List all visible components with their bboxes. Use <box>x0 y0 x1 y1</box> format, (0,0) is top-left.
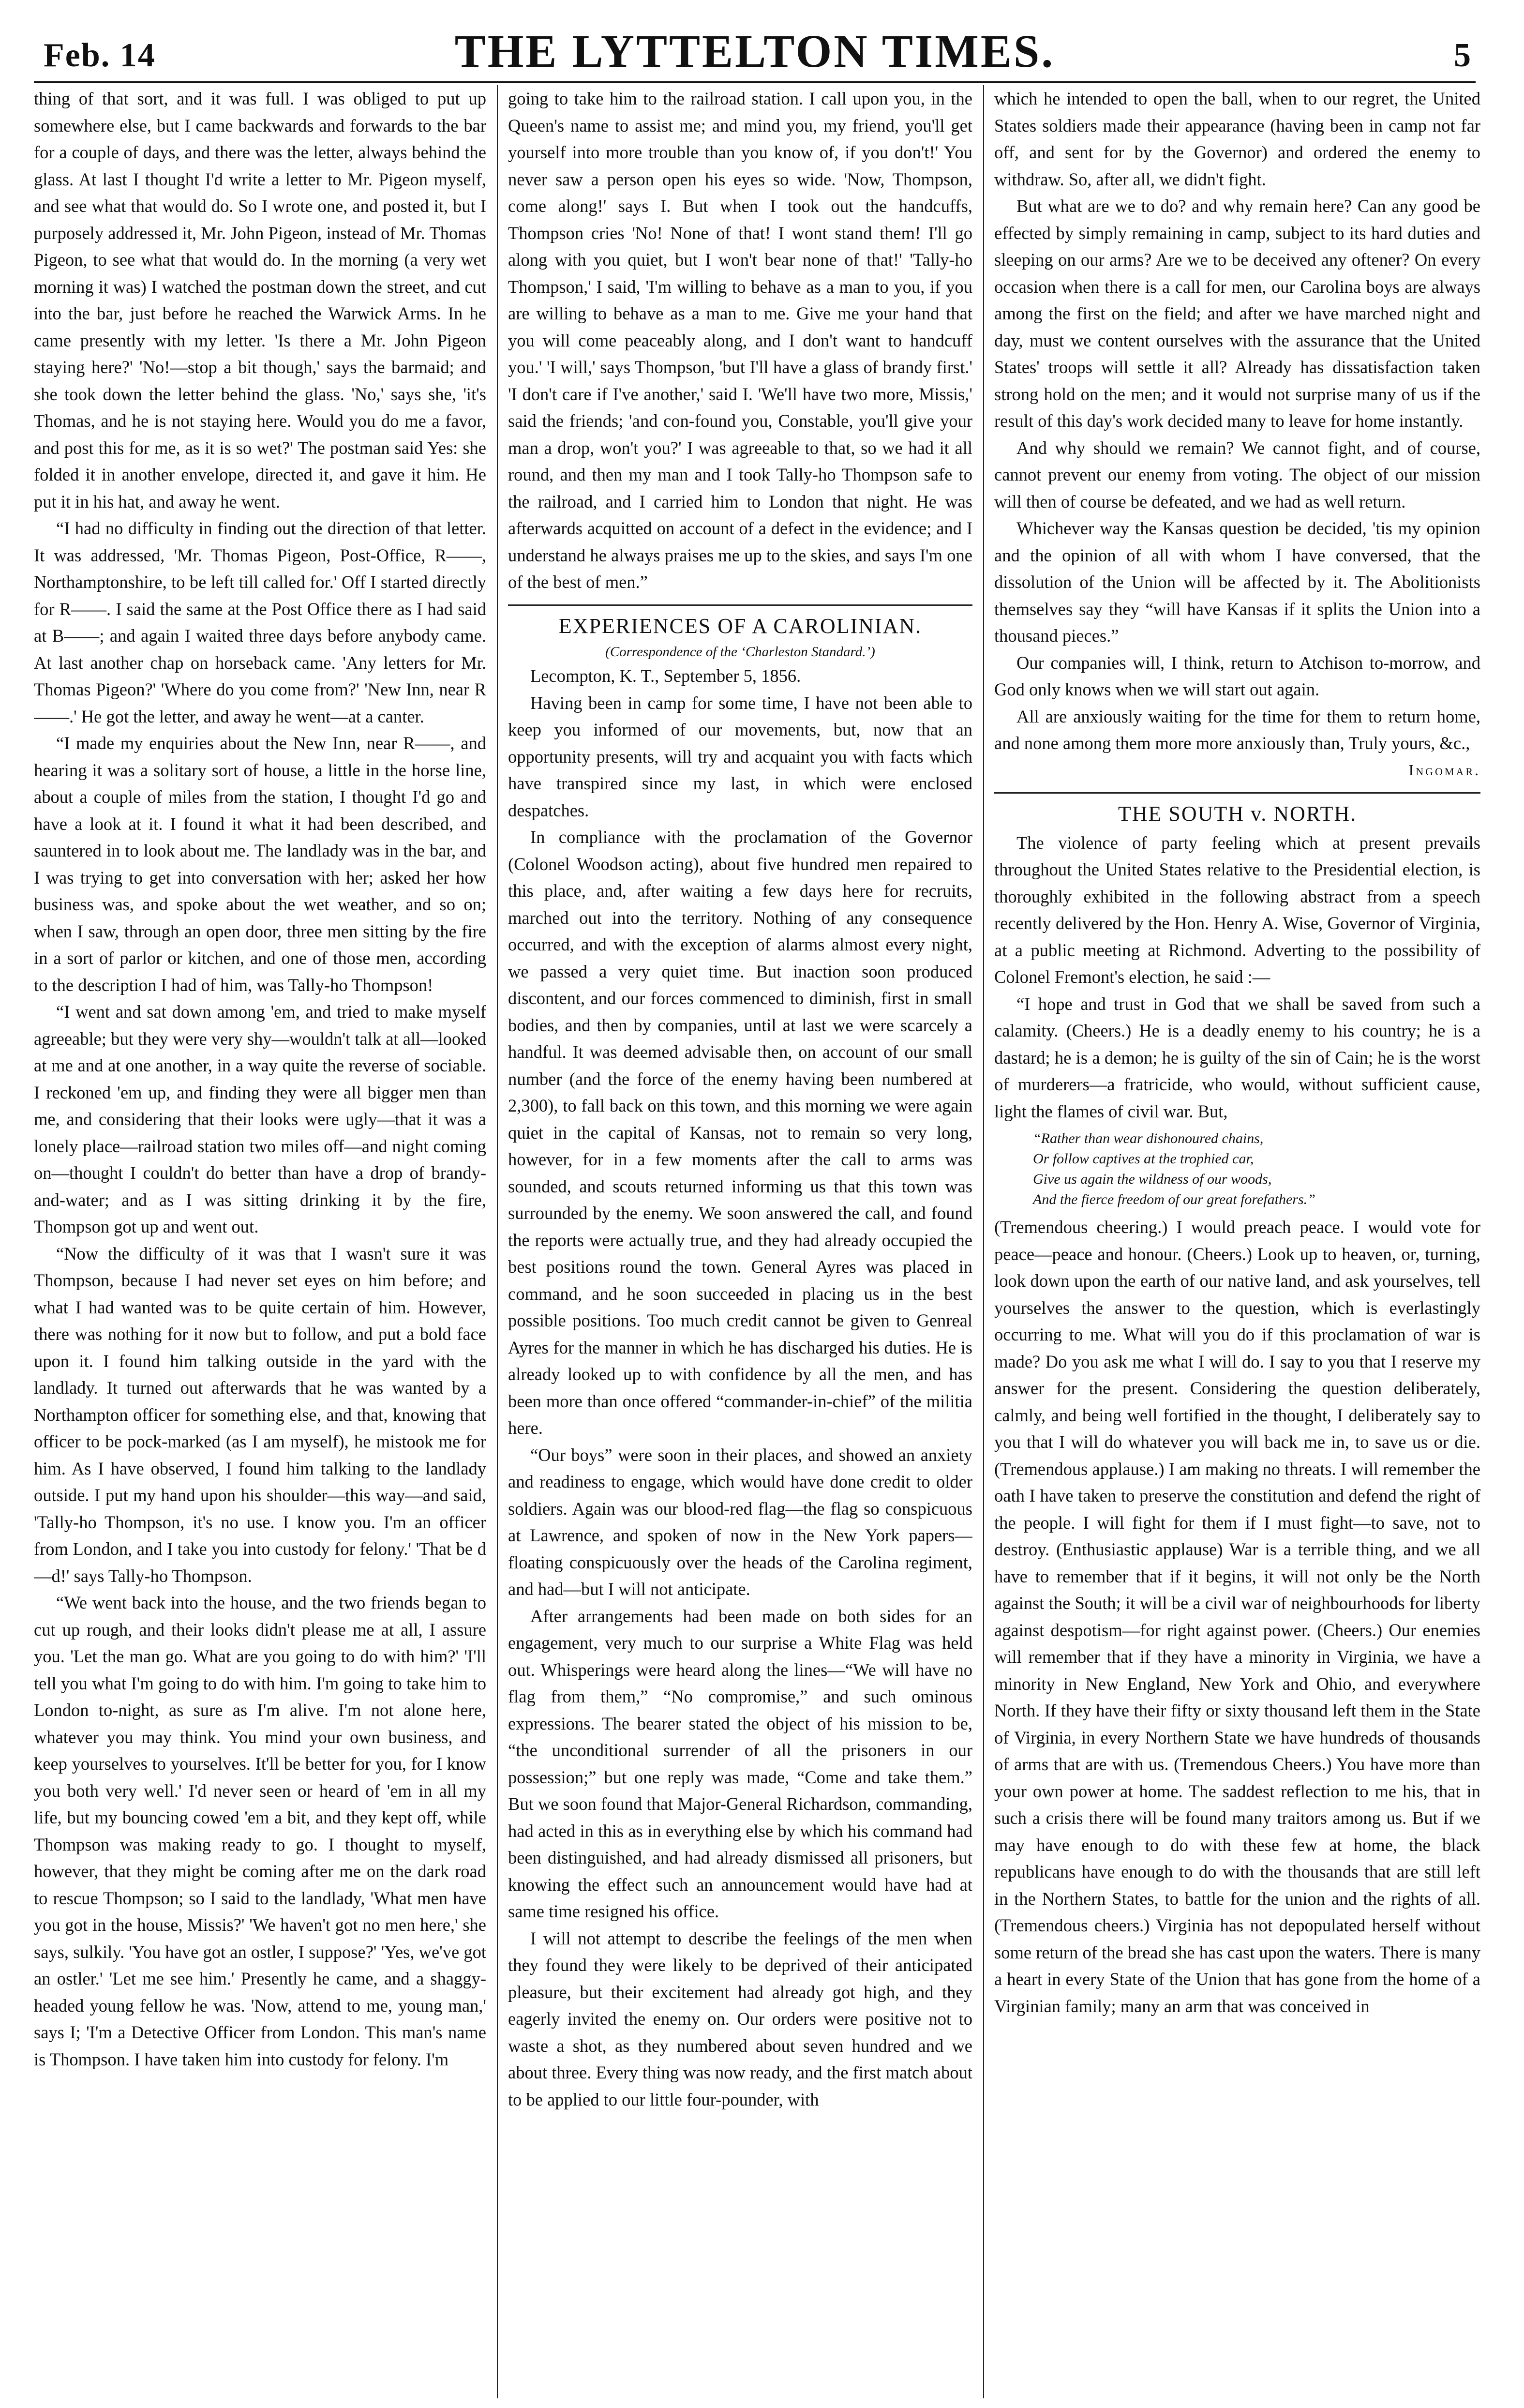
paragraph: “We went back into the house, and the two friends began to cut up rough, and their looks didn't please me at all, I assure you. 'Let the man go. What are you going to do with him?' 'I'll tell you what I'm going to do with him. I'm going to take him to London to-night, as sure as I'm alive. I'm not alone here, whatever you may think. You mind your own business, and keep yourselves to yourselves. It'll be better for you, for I know you both very well.' I'd never seen or heard of 'em in all my life, but my bouncing cowed 'em a bit, and they kept off, while Thompson was making ready to go. I thought to myself, however, that they might be coming after me on the dark road to rescue Thompson; so I said to the landlady, 'What men have you got in the house, Missis?' 'We haven't got no men here,' she says, sulkily. 'You have got an ostler, I suppose?' 'Yes, we've got an ostler.' 'Let me see him.' Presently he came, and a shaggy-headed young fellow he was. 'Now, attend to me, young man,' says I; 'I'm a Detective Officer from London. This man's name is Thompson. I have taken him into custody for felony. I'm <box>34 1593 486 2069</box>
paragraph: (Tremendous cheering.) I would preach peace. I would vote for peace—peace and honour. (Cheers.) Look up to heaven, or, turning, look down upon the earth of our native land, and ask yourselves, tell yourselves the answer to the question, which is everlastingly occurring to me. What will you do if this proclamation of war is made? Do you ask me what I will do. I say to you that I reserve my answer for the present. Considering the question deliberately, calmly, and being well fortified in the thought, I deliberately say to you that I will do whatever you will back me in, to save us or die. (Tremendous applause.) I am making no threats. I will remember the oath I have taken to preserve the constitution and defend the right of the people. I will fight for them if I must fight—to save, not to destroy. (Enthusiastic applause) War is a terrible thing, and we all have to remember that if it begins, it will not only be the North against the South; it will be a civil war of neighbourhoods for liberty against despotism—for right against power. (Cheers.) Our enemies will remember that if they have a minority in Virginia, we have a minority in New England, New York and Ohio, and everywhere North. If they have their fifty or sixty thousand left them in the State of Virginia, in every Northern State we have hundreds of thousands of arms that are with us. (Tremendous Cheers.) You have more than your own power at home. The saddest reflection to me his, that in such a crisis there will be found many traitors among us. But if we may have enough to do with these few at home, the black republicans have enough to do with the thousands that are still left in the Northern States, to battle for the union and the rights of all. (Tremendous cheers.) Virginia has not depopulated herself without some return of the bread she has cast upon the waters. There is many a heart in every State of the Union that has gone from the home of a Virginian family; many an arm that was conceived in <box>994 1217 1480 2016</box>
paragraph: I will not attempt to describe the feelings of the men when they found they were likely to be deprived of their anticipated pleasure, but their excitement had already got high, and they eagerly invited the enemy on. Our orders were positive not to waste a shot, as they numbered about seven hundred and we about three. Every thing was now ready, and the first match about to be applied to our little four-pounder, with <box>508 1928 972 2109</box>
paragraph: Whichever way the Kansas question be decided, 'tis my opinion and the opinion of all with whom I have conversed, that the dissolution of the Union will be affected by it. The Abolitionists themselves say they “will have Kansas if it splits the Union into a thousand pieces.” <box>994 518 1480 646</box>
paragraph: thing of that sort, and it was full. I was obliged to put up somewhere else, but I came backwards and forwards to the bar for a couple of days, and there was the letter, always behind the glass. At last I thought I'd write a letter to Mr. Pigeon myself, and see what that would do. So I wrote one, and posted it, but I purposely addressed it, Mr. John Pigeon, instead of Mr. Thomas Pigeon, to see what that would do. In the morning (a very wet morning it was) I watched the postman down the street, and cut into the bar, just before he reached the Warwick Arms. In he came presently with my letter. 'Is there a Mr. John Pigeon staying here?' 'No!—stop a bit though,' says the barmaid; and she took down the letter behind the glass. 'No,' says she, 'it's Thomas, and he is not staying here. Would you do me a favor, and post this for me, as it is so wet?' The postman said Yes: she folded it in another envelope, directed it, and gave it him. He put it in his hat, and away he went. <box>34 89 486 512</box>
article-heading: EXPERIENCES OF A CAROLINIAN. <box>508 604 972 640</box>
masthead-rule <box>34 81 1476 83</box>
verse-line: Or follow captives at the trophied car, <box>1033 1151 1254 1167</box>
paragraph: “I hope and trust in God that we shall be saved from such a calamity. (Cheers.) He is a deadly enemy to his country; he is a dastard; he is a demon; he is guilty of the sin of Cain; he is the worst of murderers—a fratricide, who would, without sufficient cause, light the flames of civil war. But, <box>994 993 1480 1121</box>
column-3 <box>994 85 1480 2398</box>
verse-quote <box>994 1129 1480 1210</box>
paragraph: After arrangements had been made on both sides for an engagement, very much to our surprise a White Flag was held out. Whisperings were heard along the lines—“We will have no flag from them,” “No compromise,” and such ominous expressions. The bearer stated the object of his mission to be, “the unconditional surrender of all the prisoners in our possession;” but one reply was made, “Come and take them.” But we soon found that Major-General Richardson, commanding, had acted in this as in everything else by which his command had been distinguished, and had already dismissed all prisoners, but knowing the effect such an announcement would have had at same time resigned his office. <box>508 1606 972 1921</box>
paragraph: The violence of party feeling which at present prevails throughout the United States relative to the Presidential election, is thoroughly exhibited in the following abstract from a speech recently delivered by the Hon. Henry A. Wise, Governor of Virginia, at a public meeting at Richmond. Adverting to the possibility of Colonel Fremont's election, he said :— <box>994 832 1480 987</box>
paragraph: Our companies will, I think, return to Atchison to-morrow, and God only knows when we will start out again. <box>994 652 1480 699</box>
dateline: Lecompton, K. T., September 5, 1856. <box>530 666 801 686</box>
issue-date: Feb. 14 <box>44 37 156 74</box>
paragraph: “Our boys” were soon in their places, and showed an anxiety and readiness to engage, which would have done credit to older soldiers. Again was our blood-red flag—the flag so conspicuous at Lawrence, and spoken of now in the New York papers—floating conspicuously over the heads of the Carolina regiment, and had—but I will not anticipate. <box>508 1445 972 1599</box>
page-number: 5 <box>1454 37 1471 74</box>
column-1 <box>34 85 486 2398</box>
paragraph: In compliance with the proclamation of the Governor (Colonel Woodson acting), about five hundred men repaired to this place, and, after waiting a few days here for recruits, marched out into the territory. Nothing of any consequence occurred, and with the exception of alarms almost every night, we passed a very quiet time. But inaction soon produced discontent, and our forces commenced to diminish, first in small bodies, and then by companies, until at last we were scarcely a handful. It was deemed advisable then, on account of our small number (and the force of the enemy having been numbered at 2,300), to fall back on this town, and this morning we were again quiet in the capital of Kansas, not to remain so very long, however, for in a few moments after the call to arms was sounded, and scouts returned informing us that this town was surrounded by the enemy. We soon answered the call, and found the reports were actually true, and they had already occupied the best positions round the town. General Ayres was placed in command, and he soon succeeded in placing us in the best possible positions. Too much credit cannot be given to Genreal Ayres for the manner in which he has discharged his duties. He is already looked up to with confidence by all the men, and has been more than once offered “commander-in-chief” of the militia here. <box>508 827 972 1438</box>
verse-line: And the fierce freedom of our great forefathers.” <box>1033 1191 1315 1207</box>
paragraph: All are anxiously waiting for the time for them to return home, and none among them more more anxiously than, Truly yours, &c., <box>994 706 1480 753</box>
column-divider <box>983 85 984 2398</box>
paragraph: “I went and sat down among 'em, and tried to make myself agreeable; but they were very shy—wouldn't talk at all—looked at me and at one another, in a way quite the reverse of sociable. I reckoned 'em up, and finding they were all bigger men than me, and considering that their looks were ugly—that it was a lonely place—railroad station two miles off—and night coming on—thought I couldn't do better than have a drop of brandy-and-water; and as I was sitting drinking it by the fire, Thompson got up and went out. <box>34 1002 486 1236</box>
paragraph: “I made my enquiries about the New Inn, near R——, and hearing it was a solitary sort of house, a little in the horse line, about a couple of miles from the station, I thought I'd go and have a look at it. I found it what it had been described, and sauntered in to look about me. The landlady was in the bar, and I was trying to get into conversation with her; asked her how business was, and spoke about the wet weather, and so on; when I saw, through an open door, three men sitting by the fire in a sort of parlor or kitchen, and one of those men, according to the description I had of him, was Tally-ho Thompson! <box>34 733 486 995</box>
verse-line: “Rather than wear dishonoured chains, <box>1033 1130 1264 1146</box>
column-2 <box>508 85 972 2398</box>
article-subheading: (Correspondence of the ‘Charleston Standard.’) <box>605 644 875 660</box>
paragraph: which he intended to open the ball, when to our regret, the United States soldiers made their appearance (having been in camp not far off, and sent for by the Governor) and ordered the enemy to withdraw. So, after all, we didn't fight. <box>994 89 1480 189</box>
column-divider <box>497 85 498 2398</box>
article-heading: THE SOUTH v. NORTH. <box>994 792 1480 828</box>
paragraph: “Now the difficulty of it was that I wasn't sure it was Thompson, because I had never set eyes on him before; and what I had wanted was to be quite certain of him. However, there was nothing for it now but to follow, and put a bold face upon it. I found him talking outside in the yard with the landlady. It turned out afterwards that he was wanted by a Northampton officer for something else, and that, knowing that officer to be pock-marked (as I am myself), he mistook me for him. As I have observed, I found him talking to the landlady outside. I put my hand upon his shoulder—this way—and said, 'Tally-ho Thompson, it's no use. I know you. I'm an officer from London, and I take you into custody for felony.' 'That be d—d!' says Tally-ho Thompson. <box>34 1243 486 1586</box>
newspaper-title: THE LYTTELTON TIMES. <box>454 25 1055 77</box>
masthead <box>34 10 1476 82</box>
paragraph: But what are we to do? and why remain here? Can any good be effected by simply remaining in camp, subject to its hard duties and sleeping on our arms? Are we to be deceived any oftener? On every occasion when there is a call for men, our Carolina boys are always among the first on the field; and after we have marched night and day, must we content ourselves with the assurance that the United States' troops will settle it all? Already has dissatisfaction taken strong hold on the men; and it would not surprise many of us if the result of this day's work decided many to leave for home instantly. <box>994 196 1480 431</box>
verse-line: Give us again the wildness of our woods, <box>1033 1171 1272 1187</box>
paragraph: And why should we remain? We cannot fight, and of course, cannot prevent our enemy from voting. The object of our mission will then of course be defeated, and we had as well return. <box>994 437 1480 512</box>
paragraph: Having been in camp for some time, I have not been able to keep you informed of our movements, but, now that an opportunity presents, will try and acquaint you with facts which have transpired since my last, in which were enclosed despatches. <box>508 692 972 820</box>
signature: Ingomar. <box>1408 761 1480 779</box>
paragraph: going to take him to the railroad station. I call upon you, in the Queen's name to assist me; and mind you, my friend, you'll get yourself into more trouble than you know of, if you don't!' You never saw a person open his eyes so wide. 'Now, Thompson, come along!' says I. But when I took out the handcuffs, Thompson cries 'No! None of that! I wont stand them! I'll go along with you quiet, but I won't bear none of that!' 'Tally-ho Thompson,' I said, 'I'm willing to behave as a man to you, if you are willing to behave as a man to me. Give me your hand that you will come peaceably along, and I don't want to handcuff you.' 'I will,' says Thompson, 'but I'll have a glass of brandy first.' 'I don't care if I've another,' said I. 'We'll have two more, Missis,' said the friends; 'and con-found you, Constable, you'll give your man a drop, won't you?' I was agreeable to that, so we had it all round, and then my man and I took Tally-ho Thompson safe to the railroad, and I carried him to London that night. He was afterwards acquitted on account of a defect in the evidence; and I understand he always praises me up to the skies, and says I'm one of the best of men.” <box>508 89 972 592</box>
paragraph: “I had no difficulty in finding out the direction of that letter. It was addressed, 'Mr. Thomas Pigeon, Post-Office, R——, Northamptonshire, to be left till called for.' Off I started directly for R——. I said the same at the Post Office there as I had said at B——; and again I waited three days before anybody came. At last another chap on horseback came. 'Any letters for Mr. Thomas Pigeon?' 'Where do you come from?' 'New Inn, near R——.' He got the letter, and away he went—at a canter. <box>34 518 486 726</box>
